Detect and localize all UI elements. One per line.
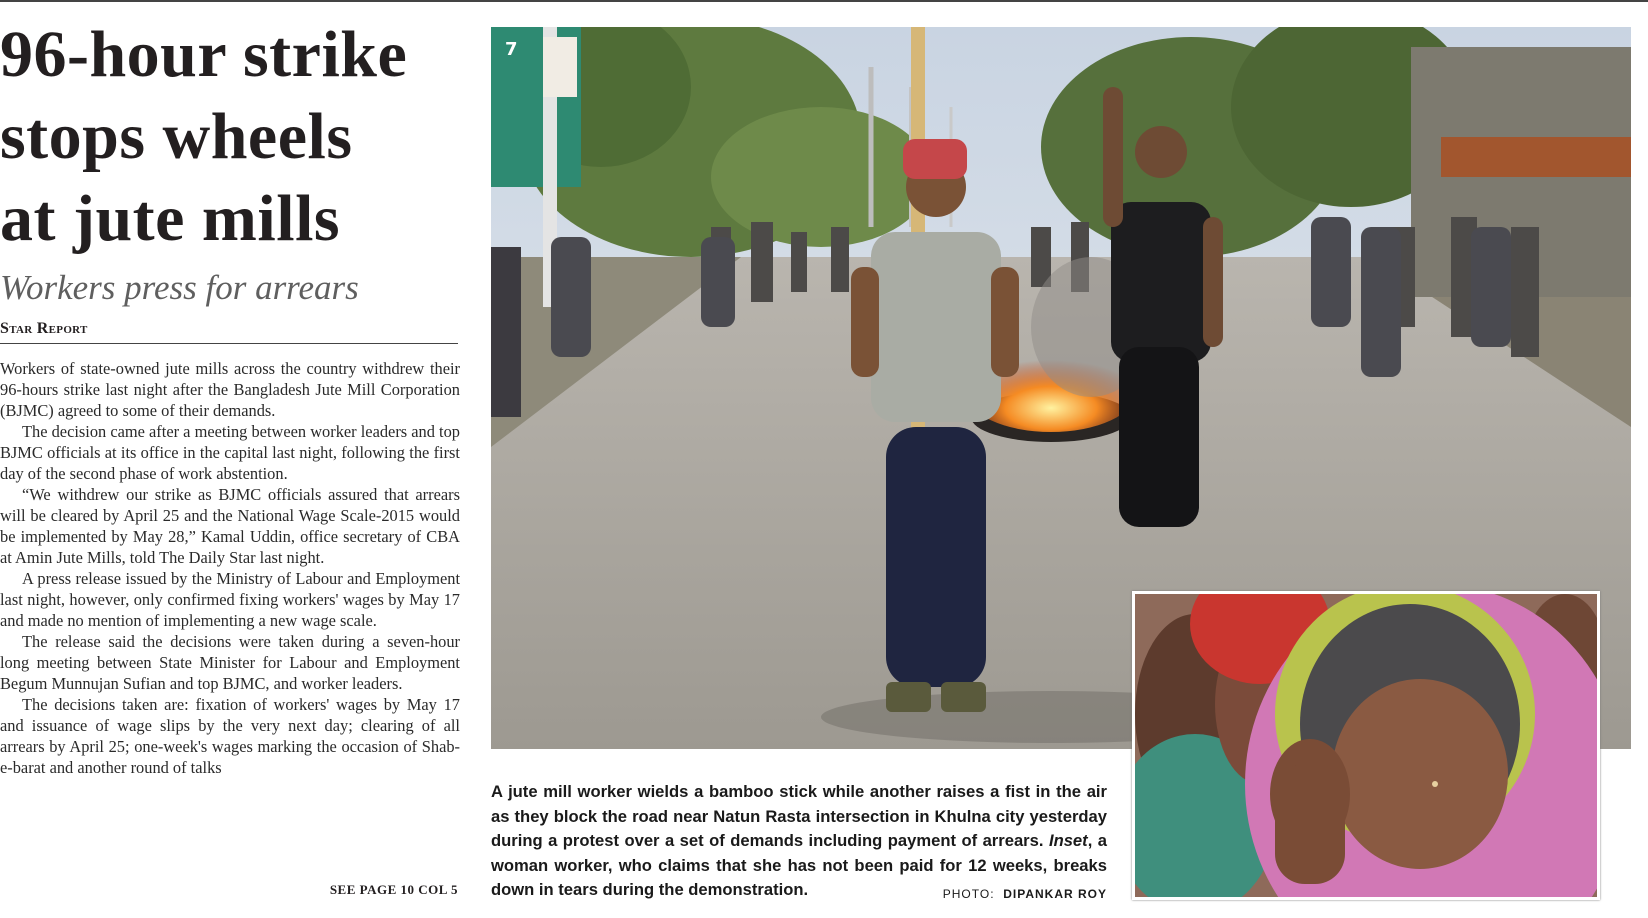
caption-text: A jute mill worker wields a bamboo stick while another raises a fist in the air as they block the road near Natun Rasta intersection in Khulna city yesterday during a protest over a set of demands including payment of arrears.: [491, 782, 1107, 850]
sign-number: 7: [505, 39, 518, 60]
paragraph: A press release issued by the Ministry of Labour and Employment last night, however, only confirmed fixing workers' wages by May 17 and made no mention of implementing a new wage scale.: [0, 569, 460, 630]
article-body: [0, 358, 460, 778]
paragraph: “We withdrew our strike as BJMC officials assured that arrears will be cleared by April 25 and the National Wage Scale-2015 would be implemented by May 28,” Kamal Uddin, office secretary of CBA at Amin Jute Mills, told The Daily Star last night.: [0, 485, 460, 567]
caption-text-inset: , a woman worker, who claims that she has not been paid for 12 weeks, breaks down in tears during the demonstration.: [491, 831, 1107, 899]
photo-credit: [943, 882, 1107, 907]
byline: [0, 320, 458, 344]
paragraph: The release said the decisions were taken during a seven-hour long meeting between State Minister for Labour and Employment Begum Munnujan Sufian and top BJMC, and worker leaders.: [0, 632, 460, 693]
photo-caption: [491, 780, 1107, 907]
paragraph: The decisions taken are: fixation of workers' wages by May 17 and issuance of wage slips by the very next day; clearing of all arrears by April 25; one-week's wages marking the occasion of Shab-e-barat and another round of talks: [0, 695, 460, 777]
credit-name: DIPANKAR ROY: [1003, 887, 1107, 901]
headline: [0, 14, 460, 260]
article-column: [0, 14, 460, 778]
credit-label: PHOTO:: [942, 887, 995, 901]
headline-line-3: at jute mills: [0, 182, 341, 255]
top-rule: [0, 0, 1648, 2]
byline-text: Star Report: [0, 320, 88, 337]
subheadline: Workers press for arrears: [0, 268, 359, 307]
headline-line-2: stops wheels: [0, 100, 353, 173]
woman-crying-illustration: [1135, 594, 1597, 897]
inset-photo: [1132, 591, 1600, 900]
paragraph: The decision came after a meeting between worker leaders and top BJMC officials at its office in the capital last night, following the first day of the second phase of work abstention.: [0, 422, 460, 483]
caption-inset-word: Inset: [1048, 831, 1088, 850]
paragraph: Workers of state-owned jute mills across the country withdrew their 96-hours strike last night after the Bangladesh Jute Mill Corporation (BJMC) agreed to some of their demands.: [0, 359, 460, 420]
jump-line: SEE PAGE 10 COL 5: [329, 882, 458, 897]
headline-line-1: 96-hour strike: [0, 18, 408, 91]
